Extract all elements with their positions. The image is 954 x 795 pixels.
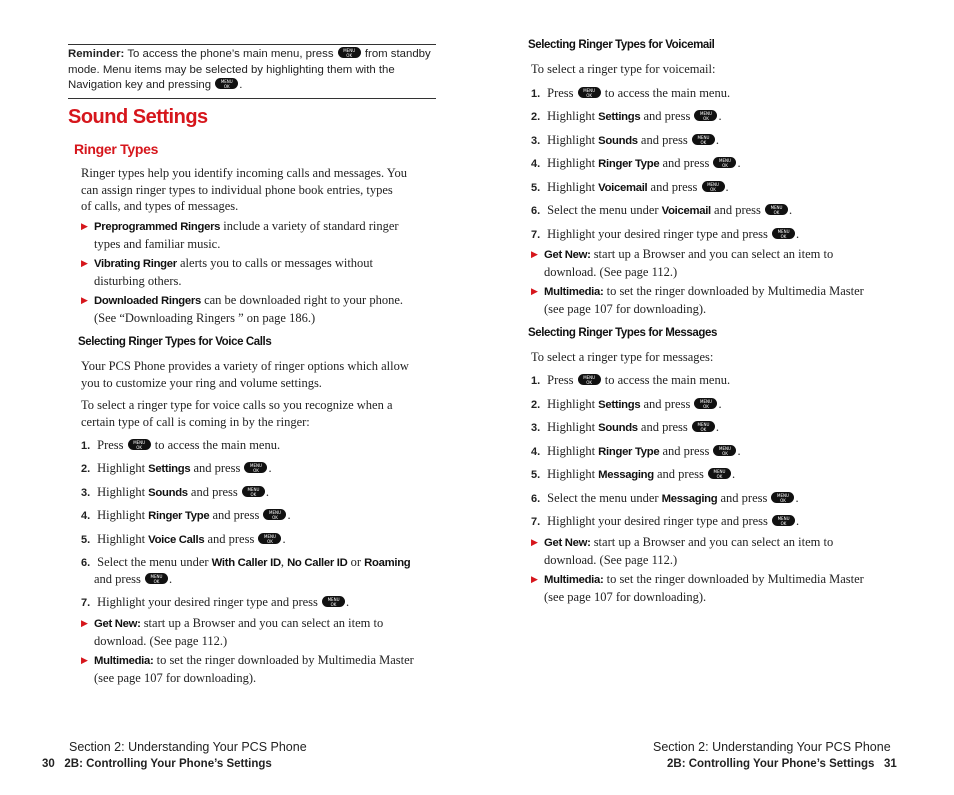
paragraph xyxy=(81,397,441,430)
intro-line: To select a ringer type for messages: xyxy=(531,350,714,364)
step-text: Highlight your desired ringer type and press xyxy=(547,227,768,241)
text-line: Ringer types help you identify incoming calls and messages. You xyxy=(81,166,408,180)
step-text: and press xyxy=(643,109,691,123)
menu-ok-key-icon xyxy=(694,398,717,409)
step xyxy=(81,437,280,455)
menu-term: Settings xyxy=(148,463,191,475)
menu-ok-key-icon xyxy=(771,492,794,503)
step-text: and press xyxy=(662,156,710,170)
reminder-text: To access the phone’s main menu, press xyxy=(127,48,334,60)
step-text: and press xyxy=(190,485,238,499)
bullet-term: Get New: xyxy=(94,618,141,630)
step-number: 6. xyxy=(531,493,541,505)
menu-ok-key-icon xyxy=(708,468,731,479)
step-number: 2. xyxy=(81,463,91,475)
list-item xyxy=(531,534,894,568)
list-item xyxy=(531,246,894,280)
step-number: 7. xyxy=(531,516,541,528)
step-text: Highlight xyxy=(547,467,596,481)
step-number: 1. xyxy=(531,88,541,100)
list-item xyxy=(81,218,444,252)
text-line: (see page 107 for downloading). xyxy=(94,670,257,685)
text-line: start up a Browser and you can select an item to xyxy=(590,247,834,261)
step: 6. Select the menu under Voicemail and press MENU OK . xyxy=(531,202,792,220)
triangle-bullet-icon: ▶ xyxy=(531,537,538,547)
step-text: Select the menu under xyxy=(97,555,209,569)
step-number: 5. xyxy=(531,469,541,481)
reminder-text: mode. Menu items may be selected by highlighting them with the xyxy=(68,63,395,76)
paragraph xyxy=(81,358,441,391)
triangle-bullet-icon: ▶ xyxy=(531,249,538,259)
step-text: and press xyxy=(207,532,255,546)
menu-term: Roaming xyxy=(364,557,411,569)
triangle-bullet-icon: ▶ xyxy=(81,295,88,305)
step-number: 1. xyxy=(531,375,541,387)
reminder-box xyxy=(68,44,436,99)
step-text: and press xyxy=(640,420,688,434)
step: 3. Highlight Sounds and press MENU OK . xyxy=(531,419,719,437)
step: 5. Highlight Voice Calls and press MENU OK . xyxy=(81,531,286,549)
step: 3. Highlight Sounds and press MENU OK . xyxy=(81,484,269,502)
text-line: include a variety of standard ringer xyxy=(220,219,399,233)
step-text: Highlight xyxy=(547,109,596,123)
menu-ok-key-icon xyxy=(692,134,715,145)
step-number: 3. xyxy=(81,487,91,499)
step: 3. Highlight Sounds and press MENU OK . xyxy=(531,132,719,150)
step-number: 5. xyxy=(531,182,541,194)
menu-term: Sounds xyxy=(598,135,638,147)
step: 4. Highlight Ringer Type and press MENU OK . xyxy=(531,443,741,461)
footer-left xyxy=(42,758,272,770)
step-text: and press xyxy=(650,180,698,194)
text-line: you to customize your ring and volume settings. xyxy=(81,375,322,390)
step-number: 7. xyxy=(531,229,541,241)
step-number: 3. xyxy=(531,135,541,147)
list-item xyxy=(531,571,904,605)
list-item xyxy=(81,652,454,686)
page-title: Sound Settings xyxy=(68,106,208,128)
step-number: 5. xyxy=(81,534,91,546)
text-line: start up a Browser and you can select an item to xyxy=(590,535,834,549)
triangle-bullet-icon: ▶ xyxy=(81,221,88,231)
menu-term: Voice Calls xyxy=(148,534,205,546)
bullet-term: Downloaded Ringers xyxy=(94,295,201,307)
text-line: (see page 107 for downloading). xyxy=(544,301,707,316)
step-number: 1. xyxy=(81,440,91,452)
step: 4. Highlight Ringer Type and press MENU OK . xyxy=(531,155,741,173)
step-text: Highlight xyxy=(547,420,596,434)
menu-ok-key-icon xyxy=(694,110,717,121)
step-number: 6. xyxy=(531,205,541,217)
text-line: certain type of call is coming in by the ringer: xyxy=(81,414,310,429)
step-text: to access the main menu. xyxy=(604,86,731,100)
step-text: Highlight xyxy=(547,444,596,458)
menu-term: Ringer Type xyxy=(148,510,210,522)
step-text: or xyxy=(350,555,362,569)
triangle-bullet-icon: ▶ xyxy=(81,655,88,665)
menu-term: Voicemail xyxy=(661,205,711,217)
menu-term: With Caller ID xyxy=(211,557,281,569)
step-text: and press xyxy=(212,508,260,522)
menu-ok-key-icon xyxy=(128,439,151,450)
text-line: can assign ringer types to individual phone book entries, types xyxy=(81,182,393,197)
step-text: to access the main menu. xyxy=(604,373,731,387)
step-text: Highlight xyxy=(547,397,596,411)
step-text: and press xyxy=(643,397,691,411)
triangle-bullet-icon: ▶ xyxy=(531,574,538,584)
bullet-term: Vibrating Ringer xyxy=(94,258,177,270)
menu-ok-key-icon xyxy=(772,515,795,526)
text-line: to set the ringer downloaded by Multimedia Master xyxy=(603,572,864,586)
step-text: Highlight your desired ringer type and press xyxy=(97,595,318,609)
bullet-term: Get New: xyxy=(544,249,591,261)
step-number: 6. xyxy=(81,557,91,569)
step-number: 2. xyxy=(531,399,541,411)
menu-ok-key-icon xyxy=(765,204,788,215)
text-line: types and familiar music. xyxy=(94,236,221,251)
step xyxy=(81,554,410,572)
footer-subsection: 2B: Controlling Your Phone’s Settings xyxy=(667,758,875,770)
step-text: Select the menu under xyxy=(547,203,659,217)
menu-ok-key-icon xyxy=(322,596,345,607)
footer-section-right: Section 2: Understanding Your PCS Phone xyxy=(653,740,891,754)
footer-subsection: 2B: Controlling Your Phone’s Settings xyxy=(64,758,272,770)
step-number: 4. xyxy=(81,510,91,522)
menu-term: Settings xyxy=(598,111,641,123)
step: 5. Highlight Voicemail and press MENU OK . xyxy=(531,179,729,197)
step: 2. Highlight Settings and press MENU OK . xyxy=(531,108,722,126)
step: 2. Highlight Settings and press MENU OK . xyxy=(531,396,722,414)
step: 7. Highlight your desired ringer type and press MENU OK . xyxy=(531,513,799,531)
triangle-bullet-icon: ▶ xyxy=(531,286,538,296)
intro-line: To select a ringer type for voicemail: xyxy=(531,62,716,76)
step: 7. Highlight your desired ringer type and press MENU OK . xyxy=(81,594,349,612)
step-text: Highlight xyxy=(547,156,596,170)
menu-ok-key-icon xyxy=(258,533,281,544)
text-line: (See “Downloading Ringers ” on page 186.) xyxy=(94,310,316,325)
step-text: , xyxy=(280,555,284,569)
step-text: and press xyxy=(640,133,688,147)
bullet-term: Preprogrammed Ringers xyxy=(94,221,221,233)
text-line: alerts you to calls or messages without xyxy=(176,256,374,270)
list-item xyxy=(81,255,444,289)
menu-term: No Caller ID xyxy=(287,557,348,569)
page-number-right: 31 xyxy=(884,758,897,770)
menu-term: Ringer Type xyxy=(598,446,660,458)
step-text: to access the main menu. xyxy=(154,438,281,452)
step-text: and press xyxy=(193,461,241,475)
step-text: Highlight xyxy=(547,180,596,194)
section-heading: Selecting Ringer Types for Voicemail xyxy=(528,39,715,51)
section-title: Ringer Types xyxy=(74,141,159,157)
menu-ok-key-icon xyxy=(772,228,795,239)
page-number-left: 30 xyxy=(42,758,55,770)
menu-term: Settings xyxy=(598,399,641,411)
menu-ok-key-icon xyxy=(244,462,267,473)
text-line: Your PCS Phone provides a variety of ringer options which allow xyxy=(81,359,409,373)
text-line: To select a ringer type for voice calls so you recognize when a xyxy=(81,398,393,412)
menu-ok-key-icon xyxy=(338,47,361,58)
reminder-text: . xyxy=(239,79,243,91)
step-text: Highlight xyxy=(97,485,146,499)
bullet-term: Multimedia: xyxy=(544,574,604,586)
menu-term: Sounds xyxy=(148,487,188,499)
menu-ok-key-icon xyxy=(263,509,286,520)
reminder-label: Reminder: xyxy=(68,48,125,60)
menu-ok-key-icon xyxy=(713,445,736,456)
list-item xyxy=(81,292,444,326)
step-text: Highlight xyxy=(547,133,596,147)
step-text: and press xyxy=(662,444,710,458)
triangle-bullet-icon: ▶ xyxy=(81,618,88,628)
menu-term: Voicemail xyxy=(598,182,648,194)
text-line: download. (See page 112.) xyxy=(544,264,678,279)
text-line: can be downloaded right to your phone. xyxy=(200,293,403,307)
step-text: Highlight xyxy=(97,508,146,522)
step-text: Press xyxy=(547,373,574,387)
list-item xyxy=(531,283,904,317)
bullet-term: Get New: xyxy=(544,537,591,549)
step xyxy=(531,372,730,390)
step-number: 4. xyxy=(531,446,541,458)
menu-ok-key-icon xyxy=(692,421,715,432)
reminder-text: Navigation key and pressing xyxy=(68,79,212,91)
menu-term: Ringer Type xyxy=(598,158,660,170)
step: 7. Highlight your desired ringer type and press MENU OK . xyxy=(531,226,799,244)
step-text: Press xyxy=(97,438,124,452)
triangle-bullet-icon: ▶ xyxy=(81,258,88,268)
step-text: and press xyxy=(94,572,141,586)
footer-section-left: Section 2: Understanding Your PCS Phone xyxy=(69,740,307,754)
menu-ok-key-icon xyxy=(215,78,238,89)
menu-term: Messaging xyxy=(661,493,718,505)
step-continuation: and press MENU OK . xyxy=(94,571,172,588)
text-line: to set the ringer downloaded by Multimedia Master xyxy=(153,653,414,667)
section-heading: Selecting Ringer Types for Voice Calls xyxy=(78,336,272,348)
step-text: and press xyxy=(714,203,761,217)
step-text: Highlight xyxy=(97,461,146,475)
step-number: 3. xyxy=(531,422,541,434)
step: 6. Select the menu under Messaging and press MENU OK . xyxy=(531,490,799,508)
step: 5. Highlight Messaging and press MENU OK . xyxy=(531,466,735,484)
menu-ok-key-icon xyxy=(578,87,601,98)
menu-ok-key-icon xyxy=(242,486,265,497)
text-line: disturbing others. xyxy=(94,273,182,288)
list-item xyxy=(81,615,444,649)
step xyxy=(531,85,730,103)
menu-ok-key-icon xyxy=(578,374,601,385)
text-line: to set the ringer downloaded by Multimedia Master xyxy=(603,284,864,298)
section-heading: Selecting Ringer Types for Messages xyxy=(528,327,718,339)
step-number: 7. xyxy=(81,597,91,609)
step-text: Select the menu under xyxy=(547,491,659,505)
text-line: start up a Browser and you can select an item to xyxy=(140,616,384,630)
bullet-term: Multimedia: xyxy=(544,286,604,298)
menu-ok-key-icon xyxy=(713,157,736,168)
reminder-text: from standby xyxy=(364,48,431,60)
step-number: 4. xyxy=(531,158,541,170)
step-number: 2. xyxy=(531,111,541,123)
text-line: download. (See page 112.) xyxy=(94,633,228,648)
footer-right xyxy=(667,758,897,770)
step-text: Highlight your desired ringer type and press xyxy=(547,514,768,528)
step-text: Highlight xyxy=(97,532,146,546)
menu-term: Messaging xyxy=(598,469,654,481)
step-text: and press xyxy=(720,491,768,505)
step-text: and press xyxy=(656,467,704,481)
menu-ok-key-icon xyxy=(145,573,168,584)
step: 2. Highlight Settings and press MENU OK . xyxy=(81,460,272,478)
bullet-term: Multimedia: xyxy=(94,655,154,667)
menu-ok-key-icon xyxy=(702,181,725,192)
text-line: (see page 107 for downloading). xyxy=(544,589,707,604)
text-line: of calls, and types of messages. xyxy=(81,199,239,213)
intro-paragraph xyxy=(81,165,441,215)
step: 4. Highlight Ringer Type and press MENU OK . xyxy=(81,507,291,525)
text-line: download. (See page 112.) xyxy=(544,552,678,567)
step-text: Press xyxy=(547,86,574,100)
menu-term: Sounds xyxy=(598,422,638,434)
